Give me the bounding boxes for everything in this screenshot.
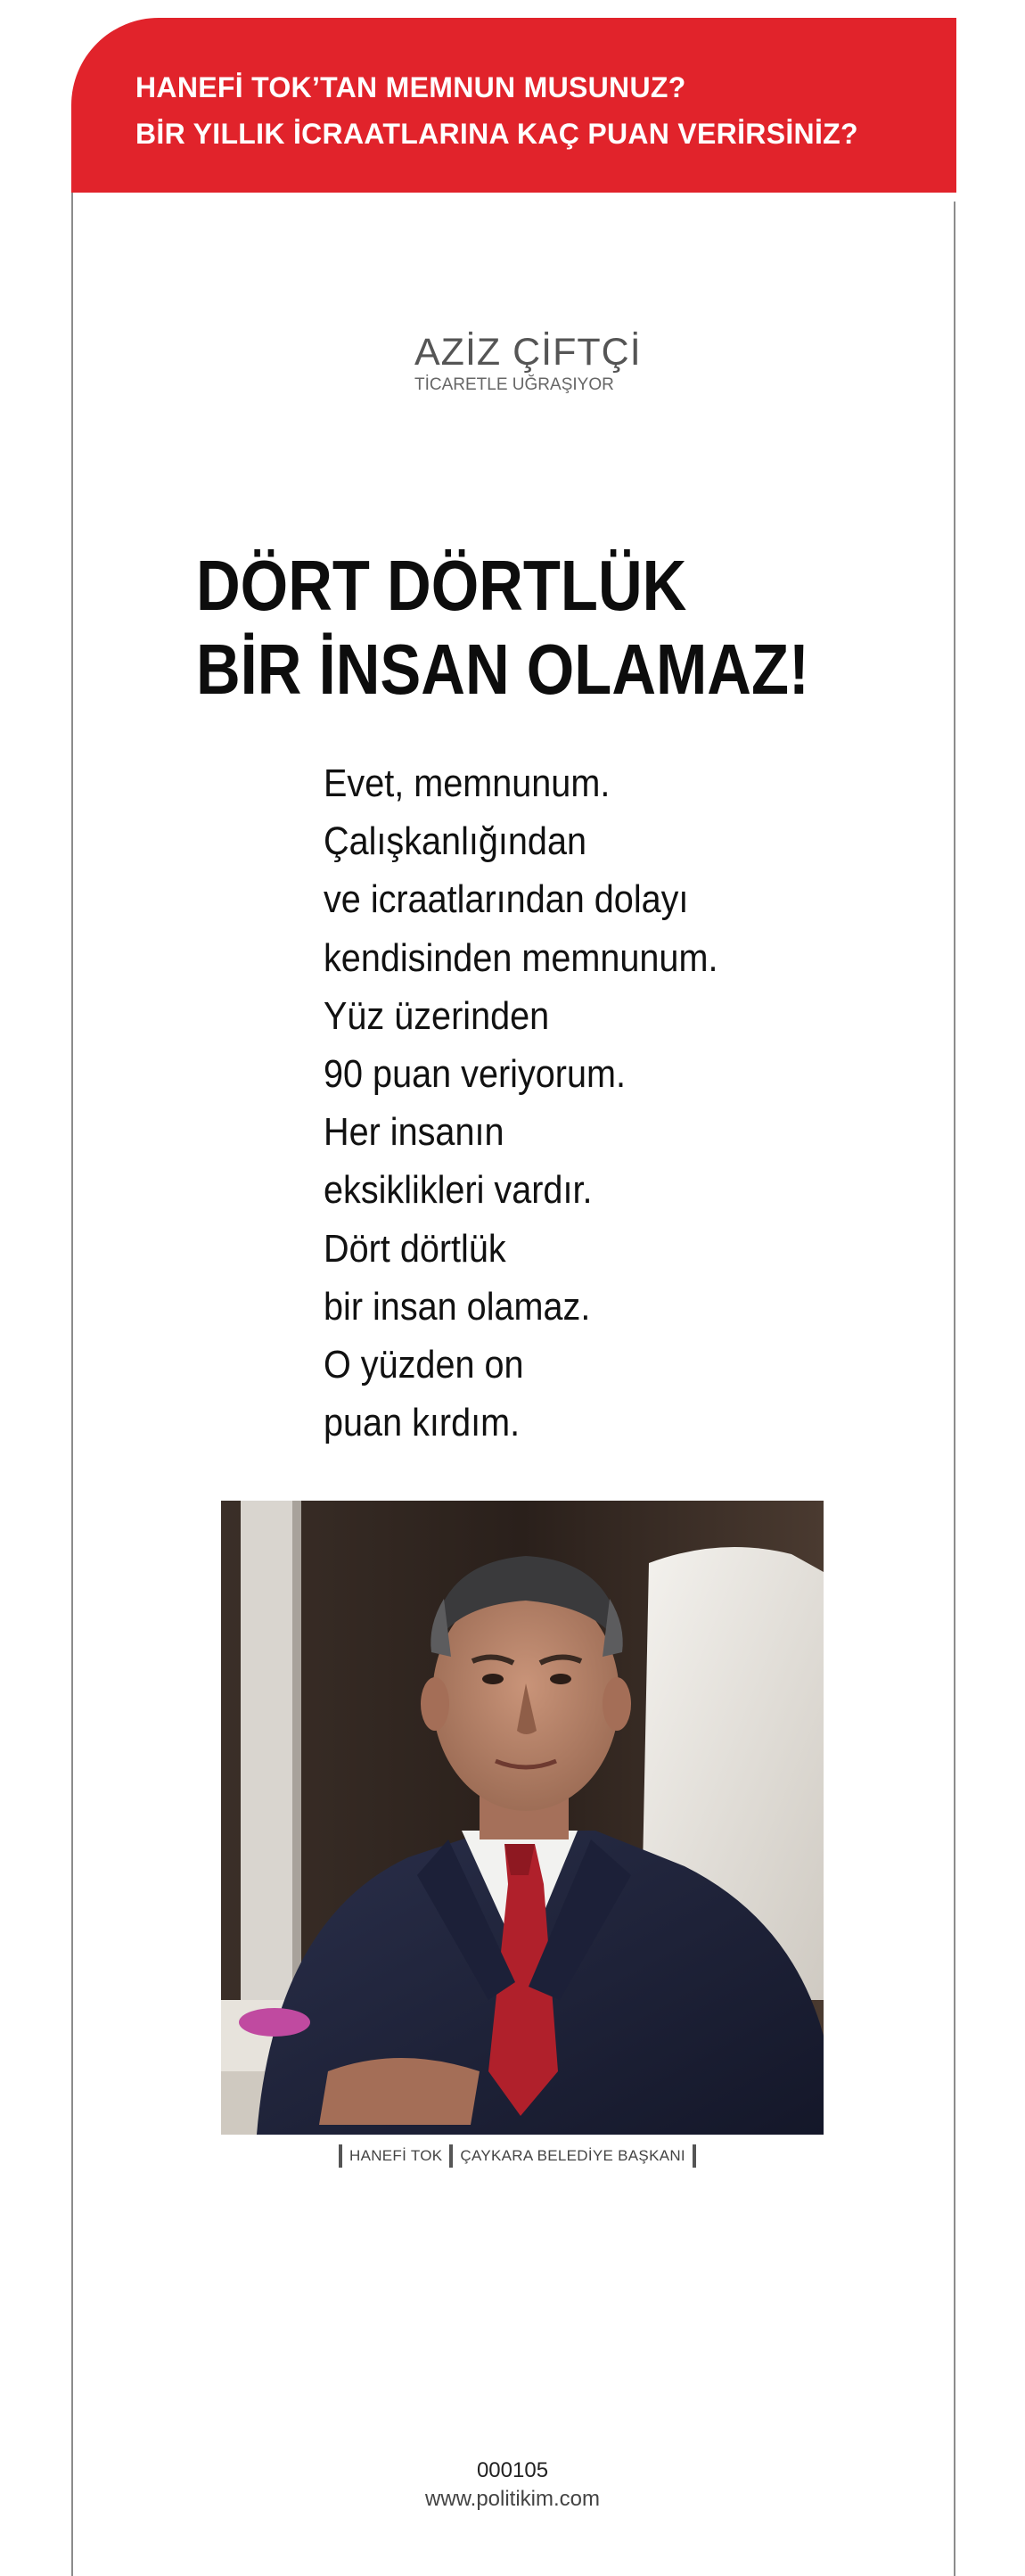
author-role: TİCARETLE UĞRAŞIYOR (414, 375, 614, 394)
portrait-photo (221, 1501, 824, 2135)
quote-line: Evet, memnunum. (324, 761, 611, 805)
frame-left-rule (71, 193, 73, 2576)
page-footer (392, 2457, 633, 2514)
quote-line: O yüzden on (324, 1343, 524, 1387)
author-block (414, 332, 646, 396)
banner-question-1: HANEFİ TOK’TAN MEMNUN MUSUNUZ? (135, 71, 686, 103)
quote-line: puan kırdım. (324, 1401, 521, 1445)
banner-question-2: BİR YILLIK İCRAATLARINA KAÇ PUAN VERİRSİNİZ? (135, 118, 858, 150)
caption-name: HANEFİ TOK (349, 2147, 443, 2164)
quote-line: ve icraatlarından dolayı (324, 877, 689, 922)
footer-code: 000105 (476, 2458, 549, 2482)
headline-line-2: BİR İNSAN OLAMAZ! (196, 630, 809, 709)
quote-line: Dört dörtlük (324, 1226, 506, 1271)
header-banner (71, 18, 956, 193)
photo-caption (339, 2143, 696, 2169)
quote-line: Yüz üzerinden (324, 993, 550, 1038)
author-name: AZİZ ÇİFTÇİ (414, 331, 642, 374)
quote-line: 90 puan veriyorum. (324, 1052, 626, 1097)
quote-line: eksiklikleri vardır. (324, 1168, 593, 1213)
footer-url-link[interactable]: www.politikim.com (424, 2487, 601, 2511)
headline-line-1: DÖRT DÖRTLÜK (196, 546, 687, 625)
quote-line: Her insanın (324, 1110, 504, 1155)
quote-body (324, 754, 876, 1452)
headline (196, 544, 927, 712)
frame-right-rule (954, 202, 955, 2576)
quote-line: Çalışkanlığından (324, 819, 586, 864)
quote-line: bir insan olamaz. (324, 1284, 591, 1329)
caption-title: ÇAYKARA BELEDİYE BAŞKANI (460, 2147, 685, 2164)
caption-divider (693, 2144, 696, 2168)
quote-line: kendisinden memnunum. (324, 935, 718, 980)
portrait-illustration (221, 1501, 824, 2135)
